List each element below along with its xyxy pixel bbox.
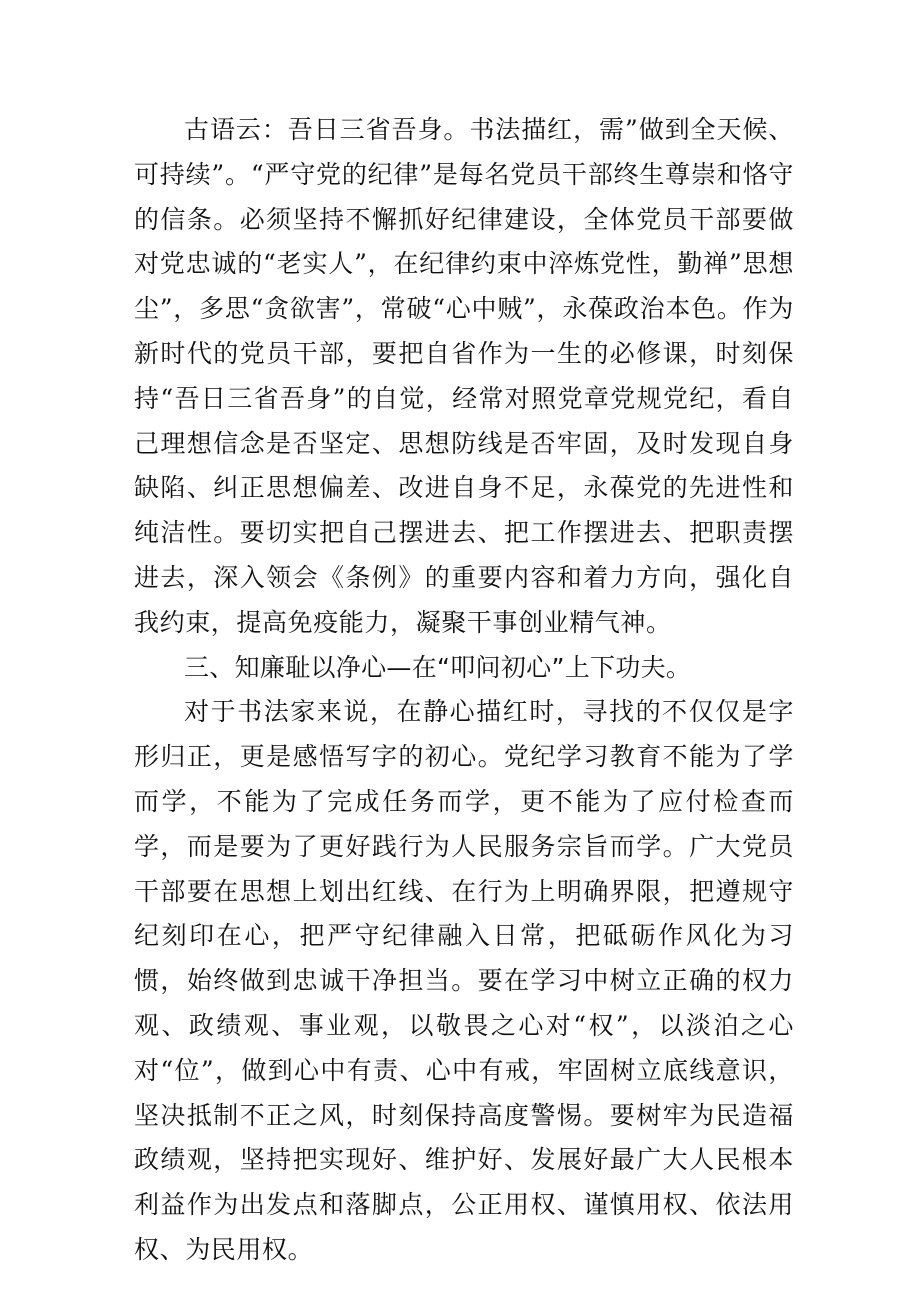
paragraph-self-reflection: 古语云：吾日三省吾身。书法描红，需”做到全天候、可持续”。“严守党的纪律”是每名党员干部终生尊崇和恪守的信条。必须坚持不懈抓好纪律建设，全体党员干部要做对党忠诚的“老实人”，在纪律约束中淬炼党性，勤禅”思想尘”，多思“贪欲害”，常破“心中贼”，永葆政治本色。作为新时代的党员干部，要把自省作为一生的必修课，时刻保持“吾日三省吾身”的自觉，经常对照党章党规党纪，看自己理想信念是否坚定、思想防线是否牢固，及时发现自身缺陷、纠正思想偏差、改进自身不足，永葆党的先进性和纯洁性。要切实把自己摆进去、把工作摆进去、把职责摆进去，深入领会《条例》的重要内容和着力方向，强化自我约束，提高免疫能力，凝聚干事创业精气神。 bbox=[134, 115, 794, 637]
document-body bbox=[134, 108, 794, 1273]
paragraph-original-aspiration: 对于书法家来说，在静心描红时，寻找的不仅仅是字形归正，更是感悟写字的初心。党纪学习教育不能为了学而学，不能为了完成任务而学，更不能为了应付检查而学，而是要为了更好践行为人民服务宗旨而学。广大党员干部要在思想上划出红线、在行为上明确界限，把遵规守纪刻印在心，把严守纪律融入日常，把砥砺作风化为习惯，始终做到忠诚干净担当。要在学习中树立正确的权力观、政绩观、事业观，以敬畏之心对“权”，以淡泊之心对“位”，做到心中有责、心中有戒，牢固树立底线意识，坚决抵制不正之风，时刻保持高度警惕。要树牢为民造福政绩观，坚持把实现好、维护好、发展好最广大人民根本利益作为出发点和落脚点，公正用权、谨慎用权、依法用权、为民用权。 bbox=[134, 697, 794, 1264]
section-heading-three: 三、知廉耻以净心—在“叩问初心”上下功夫。 bbox=[184, 652, 692, 682]
